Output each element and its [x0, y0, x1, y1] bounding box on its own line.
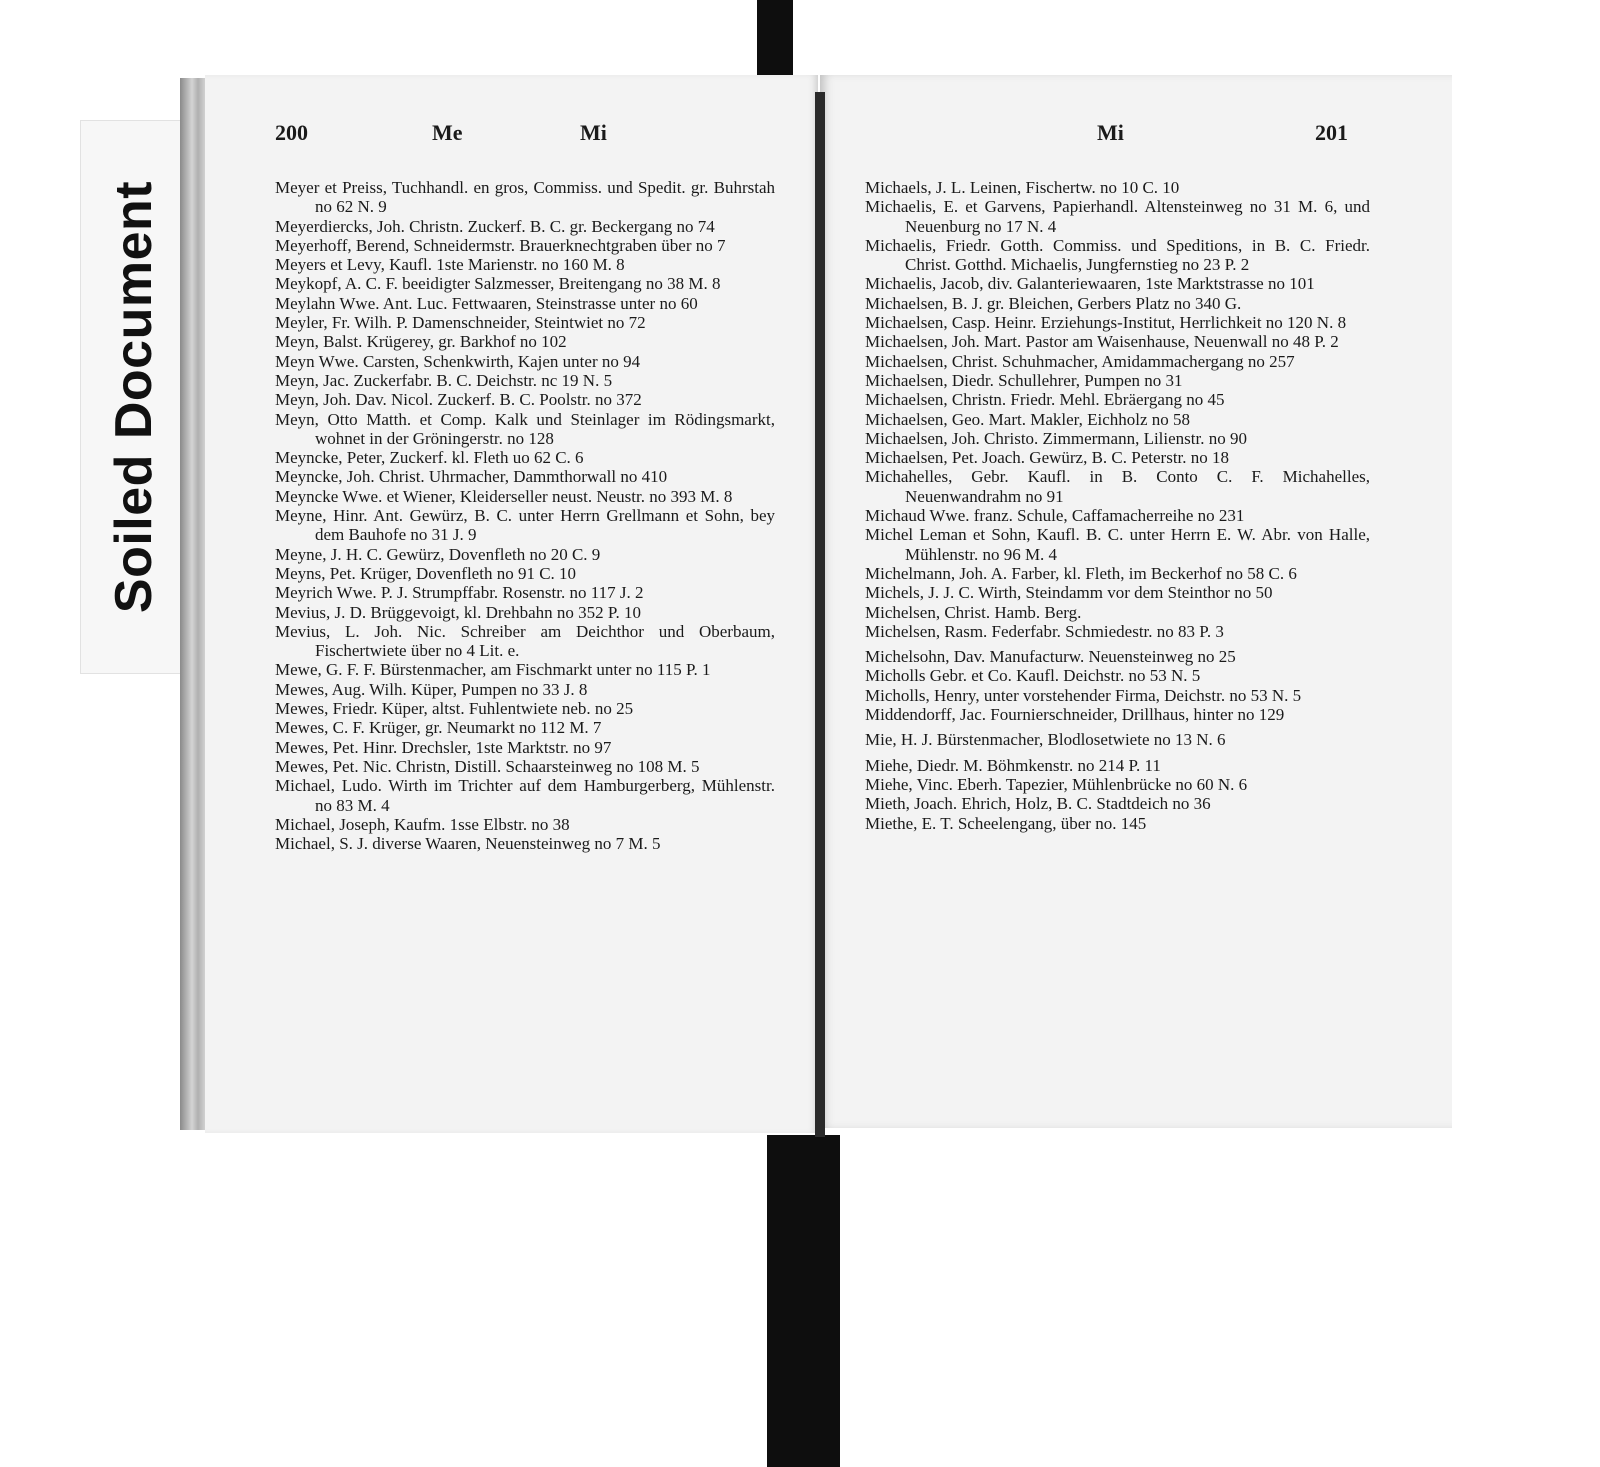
binding-strip-bottom	[767, 1135, 840, 1467]
left-header-left: Me	[432, 120, 463, 145]
right-header-center: Mi	[1097, 120, 1124, 145]
directory-entry: Miehe, Diedr. M. Böhmkenstr. no 214 P. 11	[865, 755, 1161, 775]
directory-entry: Meyer et Preiss, Tuchhandl. en gros, Commiss. und Spedit. gr. Buhrstah no 62 N. 9	[275, 178, 775, 217]
directory-entry: Michael, Ludo. Wirth im Trichter auf dem Hamburgerberg, Mühlenstr. no 83 M. 4	[275, 776, 775, 815]
directory-entry: Meyn, Balst. Krügerey, gr. Barkhof no 102	[275, 332, 567, 352]
directory-entry: Mewes, Pet. Hinr. Drechsler, 1ste Marktstr. no 97	[275, 737, 612, 757]
directory-entry: Michelsen, Rasm. Federfabr. Schmiedestr. no 83 P. 3	[865, 621, 1224, 641]
left-entries	[275, 178, 775, 853]
directory-entry: Michelsohn, Dav. Manufacturw. Neuensteinweg no 25	[865, 647, 1236, 667]
directory-entry: Michaelsen, Joh. Christo. Zimmermann, Lilienstr. no 90	[865, 428, 1247, 448]
directory-entry: Michaelsen, B. J. gr. Bleichen, Gerbers Platz no 340 G.	[865, 293, 1242, 313]
directory-entry: Mewe, G. F. F. Bürstenmacher, am Fischmarkt unter no 115 P. 1	[275, 660, 711, 680]
directory-entry: Michahelles, Gebr. Kaufl. in B. Conto C. F. Michahelles, Neuenwandrahm no 91	[865, 467, 1370, 506]
directory-entry: Michael, S. J. diverse Waaren, Neuensteinweg no 7 M. 5	[275, 834, 661, 854]
directory-entry: Michaelsen, Joh. Mart. Pastor am Waisenhause, Neuenwall no 48 P. 2	[865, 332, 1339, 352]
directory-entry: Meyne, Hinr. Ant. Gewürz, B. C. unter Herrn Grellmann et Sohn, bey dem Bauhofe no 31 J. 9	[275, 506, 775, 545]
directory-entry: Mevius, J. D. Brüggevoigt, kl. Drehbahn no 352 P. 10	[275, 602, 641, 622]
directory-entry: Meylahn Wwe. Ant. Luc. Fettwaaren, Steinstrasse unter no 60	[275, 293, 698, 313]
directory-entry: Mewes, C. F. Krüger, gr. Neumarkt no 112 M. 7	[275, 718, 602, 738]
directory-entry: Michael, Joseph, Kaufm. 1sse Elbstr. no 38	[275, 814, 570, 834]
stamp-label: Soiled Document	[105, 180, 163, 614]
directory-entry: Michaelsen, Casp. Heinr. Erziehungs-Institut, Herrlichkeit no 120 N. 8	[865, 313, 1347, 333]
directory-entry: Micholls, Henry, unter vorstehender Firma, Deichstr. no 53 N. 5	[865, 685, 1302, 705]
directory-entry: Meyler, Fr. Wilh. P. Damenschneider, Steintwiet no 72	[275, 313, 646, 333]
directory-entry: Meyncke, Peter, Zuckerf. kl. Fleth uo 62 C. 6	[275, 448, 584, 468]
soiled-document-stamp	[80, 120, 188, 674]
directory-entry: Michaelsen, Diedr. Schullehrer, Pumpen no 31	[865, 370, 1183, 390]
directory-entry: Meyerhoff, Berend, Schneidermstr. Brauerknechtgraben über no 7	[275, 235, 726, 255]
directory-entry: Michaelis, Friedr. Gotth. Commiss. und Speditions, in B. C. Friedr. Christ. Gotthd. Michaelis, Jungfernstieg no 23 P. 2	[865, 235, 1370, 275]
directory-entry: Mie, H. J. Bürstenmacher, Blodlosetwiete no 13 N. 6	[865, 730, 1226, 750]
directory-entry: Meyerdiercks, Joh. Christn. Zuckerf. B. C. gr. Beckergang no 74	[275, 216, 715, 236]
directory-entry: Meyn, Otto Matth. et Comp. Kalk und Steinlager im Rödingsmarkt, wohnet in der Gröningerstr. no 128	[275, 409, 775, 448]
directory-entry: Mewes, Friedr. Küper, altst. Fuhlentwiete neb. no 25	[275, 699, 634, 719]
directory-entry: Mewes, Aug. Wilh. Küper, Pumpen no 33 J. 8	[275, 679, 588, 699]
directory-entry: Michelmann, Joh. A. Farber, kl. Fleth, im Beckerhof no 58 C. 6	[865, 563, 1297, 583]
directory-entry: Michel Leman et Sohn, Kaufl. B. C. unter Herrn E. W. Abr. von Halle, Mühlenstr. no 96 M. 4	[865, 525, 1370, 564]
directory-entry: Michelsen, Christ. Hamb. Berg.	[865, 602, 1082, 622]
directory-entry: Meyns, Pet. Krüger, Dovenfleth no 91 C. 10	[275, 563, 577, 583]
directory-entry: Michaelsen, Christ. Schuhmacher, Amidammachergang no 257	[865, 351, 1295, 371]
directory-entry: Meyers et Levy, Kaufl. 1ste Marienstr. no 160 M. 8	[275, 255, 625, 275]
directory-entry: Meyrich Wwe. P. J. Strumpffabr. Rosenstr. no 117 J. 2	[275, 583, 644, 603]
directory-entry: Michaelis, E. et Garvens, Papierhandl. Altensteinweg no 31 M. 6, und Neuenburg no 17 N. 4	[865, 197, 1370, 236]
directory-entry: Meykopf, A. C. F. beeidigter Salzmesser, Breitengang no 38 M. 8	[275, 274, 721, 294]
directory-entry: Micholls Gebr. et Co. Kaufl. Deichstr. no 53 N. 5	[865, 666, 1201, 686]
directory-entry: Michaelsen, Geo. Mart. Makler, Eichholz no 58	[865, 409, 1191, 429]
left-page-number: 200	[275, 120, 308, 145]
book-gutter	[815, 92, 825, 1137]
directory-entry: Michaelis, Jacob, div. Galanteriewaaren, 1ste Marktstrasse no 101	[865, 274, 1315, 294]
directory-entry: Middendorff, Jac. Fournierschneider, Drillhaus, hinter no 129	[865, 705, 1285, 725]
directory-entry: Michaelsen, Pet. Joach. Gewürz, B. C. Peterstr. no 18	[865, 448, 1230, 468]
directory-entry: Michels, J. J. C. Wirth, Steindamm vor dem Steinthor no 50	[865, 583, 1273, 603]
right-entries	[865, 178, 1370, 833]
directory-entry: Michaelsen, Christn. Friedr. Mehl. Ebräergang no 45	[865, 390, 1225, 410]
directory-entry: Meyncke Wwe. et Wiener, Kleiderseller neust. Neustr. no 393 M. 8	[275, 486, 733, 506]
directory-entry: Michaud Wwe. franz. Schule, Caffamacherreihe no 231	[865, 506, 1245, 526]
right-page-number: 201	[1315, 120, 1348, 145]
directory-entry: Mevius, L. Joh. Nic. Schreiber am Deichthor und Oberbaum, Fischertwiete über no 4 Lit. e.	[275, 621, 775, 661]
directory-entry: Miehe, Vinc. Eberh. Tapezier, Mühlenbrücke no 60 N. 6	[865, 774, 1248, 794]
directory-entry: Meyn, Jac. Zuckerfabr. B. C. Deichstr. nc 19 N. 5	[275, 370, 613, 390]
directory-entry: Meyn, Joh. Dav. Nicol. Zuckerf. B. C. Poolstr. no 372	[275, 390, 642, 410]
directory-entry: Miethe, E. T. Scheelengang, über no. 145	[865, 813, 1147, 833]
directory-entry: Meyncke, Joh. Christ. Uhrmacher, Dammthorwall no 410	[275, 467, 668, 487]
directory-entry: Mieth, Joach. Ehrich, Holz, B. C. Stadtdeich no 36	[865, 794, 1211, 814]
directory-entry: Meyn Wwe. Carsten, Schenkwirth, Kajen unter no 94	[275, 351, 641, 371]
directory-entry: Meyne, J. H. C. Gewürz, Dovenfleth no 20 C. 9	[275, 544, 601, 564]
directory-entry: Mewes, Pet. Nic. Christn, Distill. Schaarsteinweg no 108 M. 5	[275, 756, 700, 776]
directory-entry: Michaels, J. L. Leinen, Fischertw. no 10 C. 10	[865, 178, 1180, 197]
left-header-right: Mi	[580, 120, 607, 145]
